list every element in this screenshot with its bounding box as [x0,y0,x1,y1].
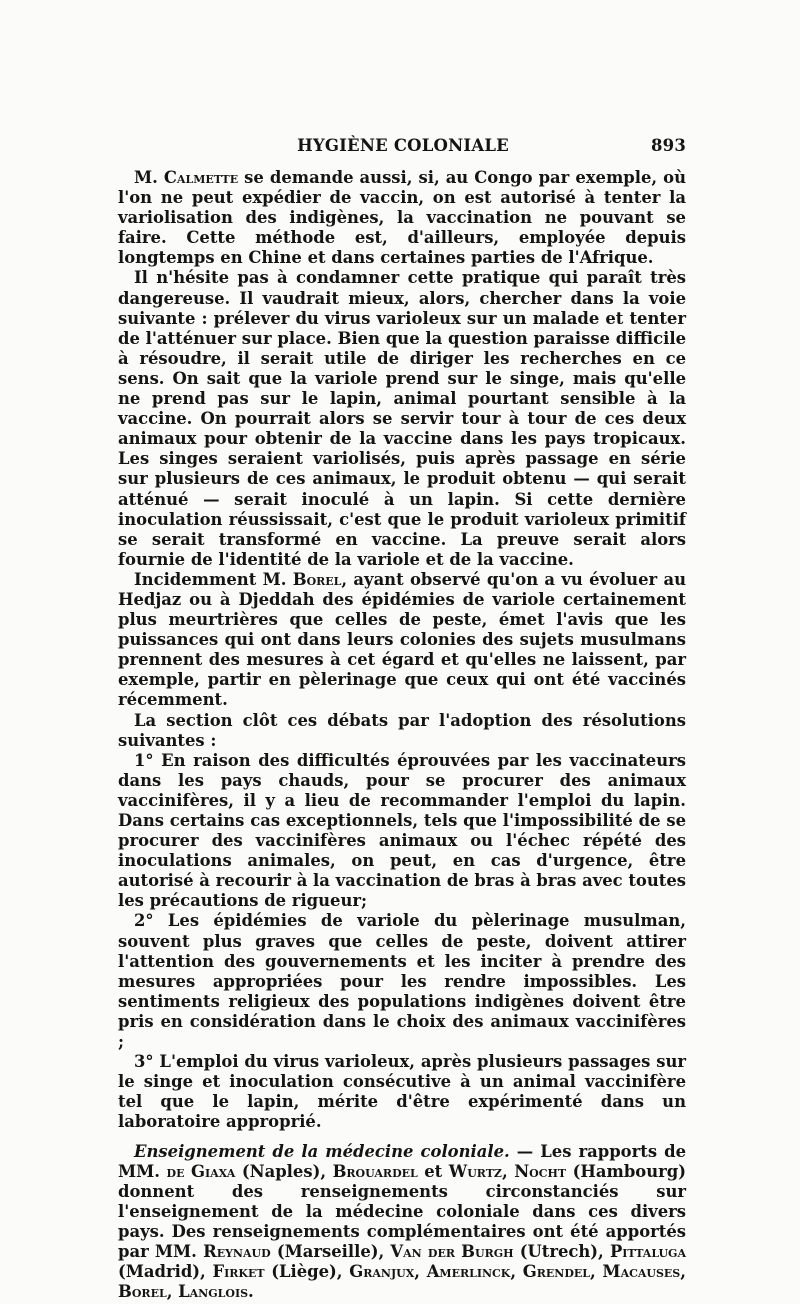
running-header [120,136,686,160]
paragraph-2: Il n'hésite pas à condamner cette pratique qui paraît très dangereuse. Il vaudrait mieux, alors, chercher dans la voie suivante : prélever du virus varioleux sur un malade et tenter de l'atténuer sur place. Bien que la question paraisse difficile à résoudre, il serait utile de diriger les recherches en ce sens. On sait que la variole prend sur le singe, mais qu'elle ne prend pas sur le lapin, animal pourtant sensible à la vaccine. On pourrait alors se servir tour à tour de ces deux animaux pour obtenir de la vaccine dans les pays tropicaux. Les singes seraient variolisés, puis après passage en série sur plusieurs de ces animaux, le produit obtenu — qui serait atténué — serait inoculé à un lapin. Si cette dernière inoculation réussissait, c'est que le produit varioleux primitif se serait transformé en vaccine. La preuve serait alors fournie de l'identité de la variole et de la vaccine. [118,268,686,569]
paragraph-4: La section clôt ces débats par l'adoption des résolutions suivantes : [118,710,686,750]
person-name: Nocht [514,1161,567,1181]
paragraph-1: M. Calmette se demande aussi, si, au Congo par exemple, où l'on ne peut expédier de vaccin, on est autorisé à tenter la variolisation des indigènes, la vaccination ne pouvant se faire. Cette méthode est, d'ailleurs, employée depuis longtemps en Chine et dans certaines parties de l'Afrique. [118,168,686,268]
resolution-3: 3° L'emploi du virus varioleux, après plusieurs passages sur le singe et inoculation consécutive à un animal vaccinifère tel que le lapin, mérite d'être expérimenté dans un laboratoire approprié. [118,1052,686,1132]
person-name: Pittaluga [609,1241,686,1261]
running-title: HYGIÈNE COLONIALE [297,136,509,155]
body-text [118,168,686,1302]
resolution-1: 1° En raison des difficultés éprouvées par les vaccinateurs dans les pays chauds, pour se procurer des animaux vaccinifères, il y a lieu de recommander l'emploi du lapin. Dans certains cas exceptionnels, tels que l'impossibilité de se procurer des vaccinifères animaux ou l'échec répété des inoculations animales, on peut, en cas d'urgence, être autorisé à recourir à la vaccination de bras à bras avec toutes les précautions de rigueur; [118,750,686,911]
person-name: Van der Burgh [390,1241,514,1261]
resolution-2: 2° Les épidémies de variole du pèlerinage musulman, souvent plus graves que celles de peste, doivent attirer l'attention des gouvernements et les inciter à prendre des mesures appropriées pour les rendre impossibles. Les sentiments religieux des populations indigènes doivent être pris en considération dans le choix des animaux vaccinifères ; [118,911,686,1052]
person-name: Calmette [163,168,239,187]
section-heading: Enseignement de la médecine coloniale. [134,1141,510,1161]
person-name: Langlois [178,1282,249,1302]
person-name: Brouardel [332,1161,418,1181]
page-number: 893 [650,136,686,155]
paragraph-3: Incidemment M. Borel, ayant observé qu'on a vu évoluer au Hedjaz ou à Djeddah des épidémies de variole certainement plus meurtrières que celles de peste, émet l'avis que les puissances qui ont dans leurs colonies des sujets musulmans prennent des mesures à cet égard et qu'elles ne laissent, par exemple, partir en pèlerinage que ceux qui ont été vaccinés récemment. [118,569,686,710]
paragraph-teaching: Enseignement de la médecine coloniale. — Les rapports de MM. de Giaxa (Naples), Brouardel et Wurtz, Nocht (Hambourg) donnent des renseignements circonstanciés sur l'enseignement de la médecine coloniale dans ces divers pays. Des renseignements complémentaires ont été apportés par MM. Reynaud (Marseille), Van der Burgh (Utrech), Pittaluga (Madrid), Firket (Liège), Granjux, Amerlinck, Grendel, Macauses, Borel, Langlois. [118,1141,686,1302]
person-name: de Giaxa [166,1161,236,1181]
person-name: Borel [292,569,342,589]
person-name: Borel [118,1282,167,1302]
person-name: Wurtz [448,1161,502,1181]
person-name: Firket [212,1262,265,1282]
person-name: Macauses [602,1262,681,1282]
person-name: Granjux [349,1262,415,1282]
person-name: Reynaud [203,1241,271,1261]
person-name: Amerlinck [426,1262,511,1282]
person-name: Grendel [522,1262,591,1282]
